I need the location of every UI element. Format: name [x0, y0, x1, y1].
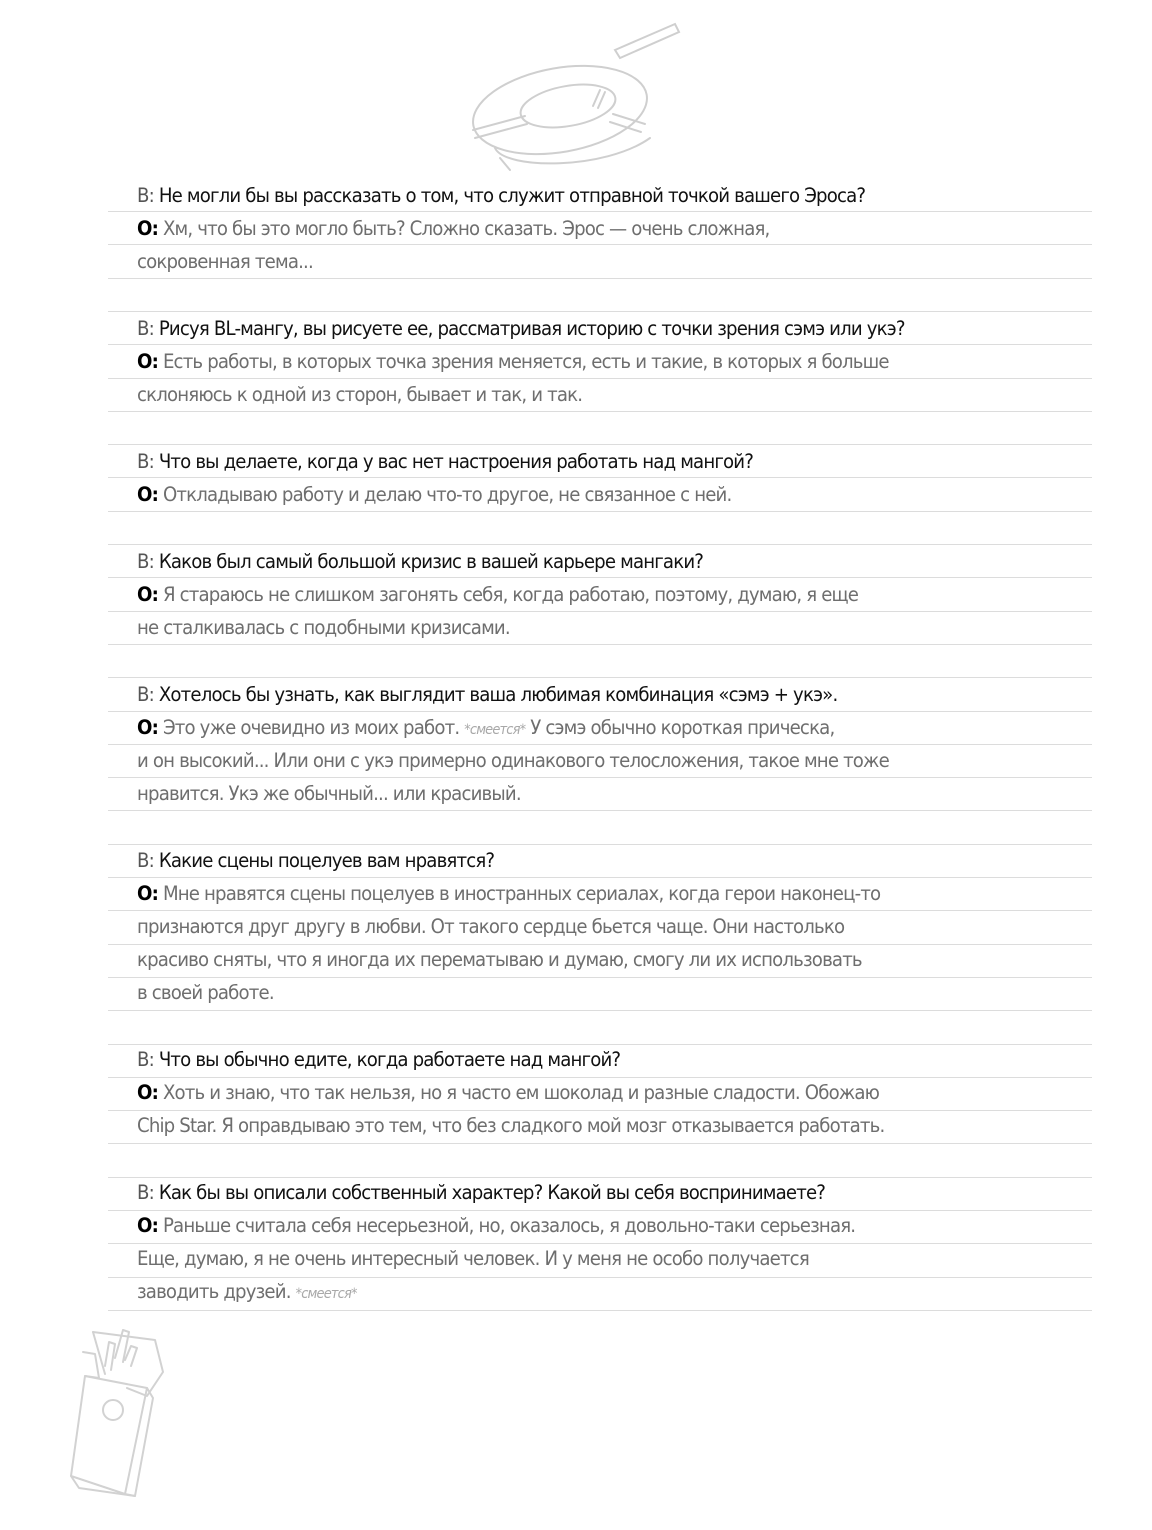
answer-label: О:	[137, 350, 158, 373]
question-label: В:	[137, 1048, 154, 1071]
ruled-line	[108, 777, 1092, 778]
answer-line	[137, 214, 1021, 244]
question-text: Что вы обычно едите, когда работаете над мангой?	[158, 1048, 621, 1071]
question-text: Что вы делаете, когда у вас нет настроения работать над мангой?	[158, 450, 754, 473]
ruled-line	[108, 611, 1092, 612]
question-line	[137, 680, 1021, 710]
answer-text: Есть работы, в которых точка зрения меняется, есть и такие, в которых я больше	[162, 350, 889, 373]
ruled-line	[108, 544, 1092, 545]
answer-text: Это уже очевидно из моих работ.	[162, 716, 460, 739]
answer-label: О:	[137, 1214, 158, 1237]
question-text: Не могли бы вы рассказать о том, что служит отправной точкой вашего Эроса?	[158, 184, 866, 207]
answer-text: У сэмэ обычно короткая прическа,	[530, 716, 835, 739]
answer-text: Откладываю работу и делаю что-то другое, не связанное с ней.	[162, 483, 732, 506]
ruled-line	[108, 311, 1092, 312]
answer-text: заводить друзей.	[137, 1280, 291, 1303]
ruled-line	[108, 711, 1092, 712]
question-label: В:	[137, 450, 154, 473]
answer-line	[137, 347, 1021, 377]
answer-text: Мне нравятся сцены поцелуев в иностранных сериалах, когда герои наконец-то	[162, 882, 881, 905]
answer-label: О:	[137, 483, 158, 506]
answer-text: Хоть и знаю, что так нельзя, но я часто ем шоколад и разные сладости. Обожаю	[162, 1081, 880, 1104]
answer-text: нравится. Укэ же обычный... или красивый.	[137, 782, 521, 805]
cigarette-icon	[615, 24, 679, 58]
ashtray-illustration	[465, 20, 705, 180]
question-text: Каков был самый большой кризис в вашей карьере мангаки?	[158, 550, 704, 573]
ruled-line	[108, 244, 1092, 245]
answer-text: Раньше считала себя несерьезной, но, оказалось, я довольно-таки серьезная.	[162, 1214, 856, 1237]
ruled-line	[108, 278, 1092, 279]
cigarette-pack-illustration	[65, 1318, 175, 1503]
ruled-line	[108, 877, 1092, 878]
answer-line	[137, 1111, 1021, 1141]
answer-text: склоняюсь к одной из сторон, бывает и так, и так.	[137, 383, 583, 406]
answer-label: О:	[137, 217, 158, 240]
answer-line	[137, 746, 1021, 776]
answer-text: признаются друг другу в любви. От такого сердце бьется чаще. Они настолько	[137, 915, 845, 938]
ruled-line	[108, 1310, 1092, 1311]
answer-line	[137, 879, 1021, 909]
answer-text: Хм, что бы это могло быть? Сложно сказать. Эрос — очень сложная,	[162, 217, 770, 240]
ruled-line	[108, 744, 1092, 745]
question-label: В:	[137, 550, 154, 573]
answer-line	[137, 613, 1021, 643]
question-line	[137, 447, 1021, 477]
question-line	[137, 846, 1021, 876]
ruled-line	[108, 444, 1092, 445]
ruled-line	[108, 644, 1092, 645]
question-label: В:	[137, 1181, 154, 1204]
question-text: Рисуя BL-мангу, вы рисуете ее, рассматривая историю с точки зрения сэмэ или укэ?	[158, 317, 905, 340]
answer-text: Chip Star. Я оправдываю это тем, что без сладкого мой мозг отказывается работать.	[137, 1114, 885, 1137]
ruled-line	[108, 477, 1092, 478]
laugh-note: *смеется*	[464, 722, 526, 738]
answer-line	[137, 1078, 1021, 1108]
ruled-line	[108, 577, 1092, 578]
answer-text: сокровенная тема...	[137, 250, 313, 273]
answer-line	[137, 580, 1021, 610]
question-label: В:	[137, 317, 154, 340]
answer-label: О:	[137, 583, 158, 606]
question-line	[137, 1178, 1021, 1208]
ruled-line	[108, 378, 1092, 379]
question-label: В:	[137, 683, 154, 706]
answer-line	[137, 480, 1021, 510]
question-text: Хотелось бы узнать, как выглядит ваша любимая комбинация «сэмэ + укэ».	[158, 683, 838, 706]
answer-line	[137, 247, 1021, 277]
answer-text: Я стараюсь не слишком загонять себя, когда работаю, поэтому, думаю, я еще	[162, 583, 859, 606]
ruled-line	[108, 810, 1092, 811]
answer-line	[137, 978, 1021, 1008]
answer-line	[137, 713, 1021, 743]
question-line	[137, 1045, 1021, 1075]
answer-line	[137, 380, 1021, 410]
answer-line	[137, 1244, 1021, 1274]
question-line	[137, 181, 1021, 211]
question-label: В:	[137, 184, 154, 207]
ruled-line	[108, 344, 1092, 345]
question-text: Как бы вы описали собственный характер? Какой вы себя воспринимаете?	[158, 1181, 826, 1204]
answer-label: О:	[137, 882, 158, 905]
answer-text: не сталкивалась с подобными кризисами.	[137, 616, 510, 639]
answer-text: красиво сняты, что я иногда их перематываю и думаю, смогу ли их использовать	[137, 948, 862, 971]
question-text: Какие сцены поцелуев вам нравятся?	[158, 849, 495, 872]
ruled-line	[108, 1143, 1092, 1144]
ruled-line	[108, 677, 1092, 678]
ruled-line	[108, 844, 1092, 845]
answer-text: Еще, думаю, я не очень интересный человек. И у меня не особо получается	[137, 1247, 809, 1270]
ruled-line	[108, 1010, 1092, 1011]
question-line	[137, 547, 1021, 577]
answer-line	[137, 1211, 1021, 1241]
question-label: В:	[137, 849, 154, 872]
answer-text: в своей работе.	[137, 981, 274, 1004]
laugh-note: *смеется*	[295, 1286, 357, 1302]
answer-line	[137, 912, 1021, 942]
ruled-line	[108, 411, 1092, 412]
answer-text: и он высокий... Или они с укэ примерно одинакового телосложения, такое мне тоже	[137, 749, 889, 772]
answer-line	[137, 945, 1021, 975]
answer-label: О:	[137, 716, 158, 739]
answer-line	[137, 1277, 1021, 1307]
ruled-line	[108, 211, 1092, 212]
answer-line	[137, 779, 1021, 809]
question-line	[137, 314, 1021, 344]
ruled-line	[108, 511, 1092, 512]
answer-label: О:	[137, 1081, 158, 1104]
